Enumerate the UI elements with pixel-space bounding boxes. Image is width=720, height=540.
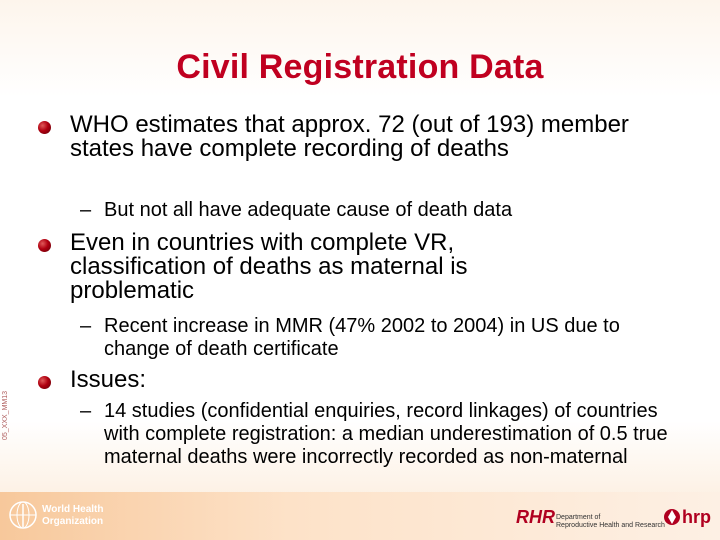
bullet-icon <box>38 121 51 134</box>
dash-icon: – <box>80 199 92 221</box>
dept-line-2: Reproductive Health and Research <box>556 522 665 529</box>
rhr-logo: RHR <box>516 507 555 527</box>
hrp-logo: hrp <box>682 507 711 527</box>
sub-bullet-text-3: 14 studies (confidential enquiries, record linkages) of countries with complete registration: a median underestimation of 0.5 true maternal deaths were incorrectly recorded as non-maternal <box>104 400 668 468</box>
dash-icon: – <box>80 400 92 422</box>
bullet-icon <box>38 239 51 252</box>
side-code: 05_XXX_MM13 <box>2 390 9 440</box>
slide-title: Civil Registration Data <box>176 48 544 86</box>
dash-icon: – <box>80 315 92 337</box>
department-label <box>556 514 665 530</box>
who-line-1: World Health <box>42 504 104 515</box>
bullet-icon <box>38 376 51 389</box>
who-emblem-icon <box>8 500 38 530</box>
dept-line-1: Department of <box>556 514 601 521</box>
sub-bullet-text-1: But not all have adequate cause of death data <box>104 199 513 221</box>
who-wordmark <box>42 504 103 528</box>
who-logo <box>8 500 138 534</box>
who-line-2: Organization <box>42 516 104 527</box>
bullet-text-1: WHO estimates that approx. 72 (out of 193) member states have complete recording of deaths <box>70 111 629 162</box>
footer-band <box>0 492 720 540</box>
sub-bullet-text-2: Recent increase in MMR (47% 2002 to 2004) in US due to change of death certificate <box>104 315 620 360</box>
bullet-text-2: Even in countries with complete VR, classification of deaths as maternal is problematic <box>70 229 468 304</box>
bullet-text-3: Issues: <box>70 366 147 393</box>
